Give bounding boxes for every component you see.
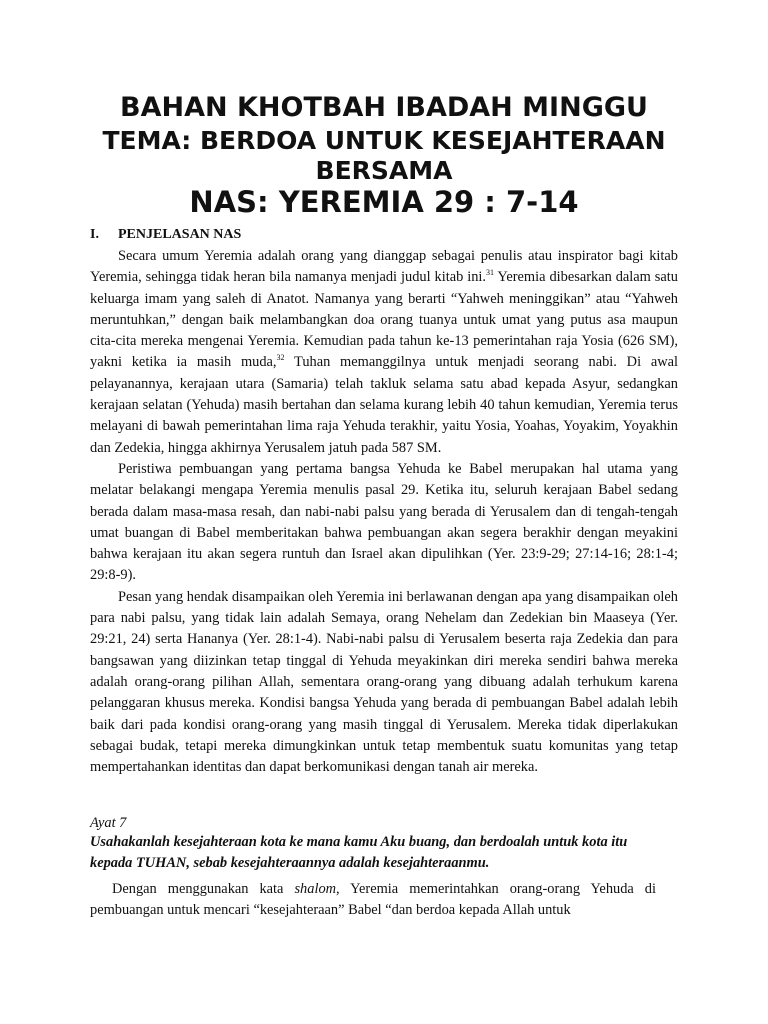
paragraph-4-text-b: , Yeremia memerintahkan orang-orang Yehuda di pembuangan untuk mencari “kesejahteraan” Babel “dan berdoa kepada Allah untuk: [90, 881, 656, 919]
section-heading: [90, 227, 241, 243]
nas-title: NAS: YEREMIA 29 : 7-14: [189, 185, 579, 219]
paragraph-1-text-a: Secara umum Yeremia adalah orang yang dianggap sebagai penulis atau inspirator bagi kitab Yeremia, sehingga tidak heran bila namanya menjadi judul kitab ini.: [90, 248, 678, 286]
shalom-word: shalom: [294, 881, 337, 897]
footnote-ref-32: 32: [276, 353, 285, 363]
section-title: PENJELASAN NAS: [118, 227, 242, 242]
paragraph-3: Pesan yang hendak disampaikan oleh Yeremia ini berlawanan dengan apa yang disampaikan oleh para nabi palsu, yang tidak lain adalah Semaya, orang Nehelam dan Zedekian bin Maaseya (Yer. 29:21, 24) serta Hananya (Yer. 28:1-4). Nabi-nabi palsu di Yerusalem beserta raja Zedekia dan para bangsawan yang diizinkan tetap tinggal di Yehuda meyakinkan diri mereka sendiri bahwa mereka adalah orang-orang pilihan Allah, sementara orang-orang yang dibuang adalah terhukum karena pelanggaran khusus mereka. Kondisi bangsa Yehuda yang berada di pembuangan Babel adalah lebih baik dari pada kondisi orang-orang yang masih tinggal di Yerusalem. Mereka tidak diperlakukan sebagai budak, tetapi mereka dimungkinkan untuk tetap membentuk suatu komunitas yang tetap mempertahankan identitas dan dapat berkomunikasi dengan tanah air mereka.: [90, 588, 678, 776]
paragraph-1-text-b: Yeremia dibesarkan dalam satu keluarga imam yang saleh di Anatot. Namanya yang berarti “Yahweh meninggikan” atau “Yahweh meruntuhkan,” dengan baik melambangkan doa orang tuanya untuk umat yang putus asa maupun cita-cita mereka mengenai Yeremia. Kemudian pada tahun ke-13 pemerintahan raja Yosia (626 SM), yakni ketika ia masih muda,: [90, 269, 678, 371]
ayat-commentary: [90, 879, 656, 922]
paragraph-2: Peristiwa pembuangan yang pertama bangsa Yehuda ke Babel merupakan hal utama yang melatar belakangi mengapa Yeremia menulis pasal 29. Ketika itu, seluruh kerajaan Babel sedang berada dalam masa-masa resah, dan nabi-nabi palsu yang berada di Yerusalem dan di tengah-tengah umat buangan di Babel memberitakan bahwa pembuangan akan segera berakhir dengan meyakini bahwa kerajaan itu akan segera runtuh dan Israel akan dipulihkan (Yer. 23:9-29; 27:14-16; 28:1-4; 29:8-9).: [90, 460, 678, 584]
document-title: BAHAN KHOTBAH IBADAH MINGGU: [120, 92, 648, 123]
ayat-verse: Usahakanlah kesejahteraan kota ke mana kamu Aku buang, dan berdoalah untuk kota itu kepada TUHAN, sebab kesejahteraannya adalah kesejahteraanmu.: [90, 834, 628, 871]
paragraph-1: [90, 246, 678, 459]
paragraph-1-text-c: Tuhan memanggilnya untuk menjadi seorang nabi. Di awal pelayanannya, kerajaan utara (Samaria) telah takluk selama satu abad kepada Asyur, sedangkan kerajaan selatan (Yehuda) masih bertahan dan selama kurang lebih 40 tahun kemudian, Yeremia terus melayani di bawah pemerintahan lima raja Yehuda terakhir, yaitu Yosia, Yoahas, Yoyakim, Yoyakhin dan Zedekia, hingga akhirnya Yerusalem jatuh pada 587 SM.: [90, 354, 678, 456]
section-body: [90, 246, 678, 778]
section-number: I.: [90, 227, 99, 242]
theme-title-continued: BERSAMA: [315, 156, 453, 185]
footnote-ref-31: 31: [486, 268, 495, 278]
ayat-label: Ayat 7: [90, 815, 127, 831]
theme-title: TEMA: BERDOA UNTUK KESEJAHTERAAN: [102, 126, 666, 155]
paragraph-4: [90, 879, 656, 922]
paragraph-4-text-a: Dengan menggunakan kata: [112, 881, 295, 897]
